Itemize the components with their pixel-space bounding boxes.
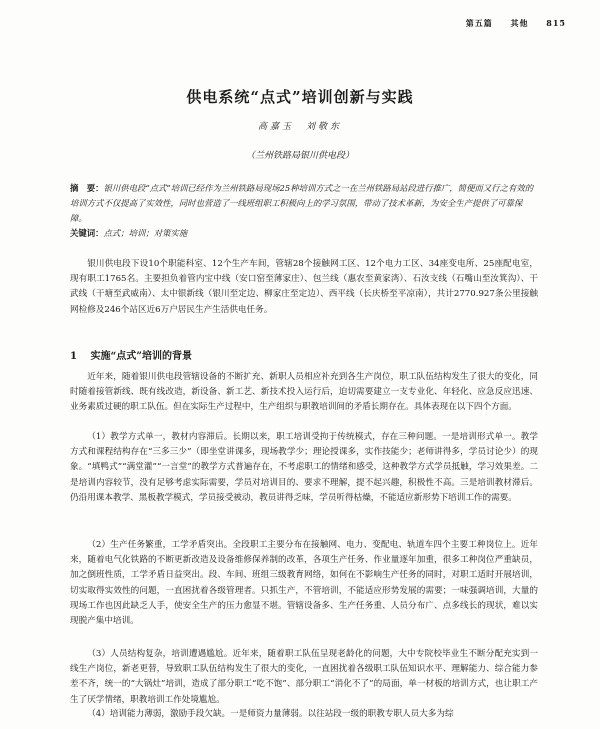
body-paragraph-1: 近年来，随着银川供电段管辖设备的不断扩充、新职人员相应补充到各生产岗位，职工队伍结构发生了很大的变化，同时随着接管新线、既有线改造，新设备、新工艺、新技术投入运行后，迫切需要建立一支专业化、年轻化、应急反应迅速、业务素质过硬的职工队伍。但在实际生产过程中，生产组织与职教培训间的矛盾长期存在。具体表现在以下四个方面。 — [70, 372, 538, 413]
page-number: 815 — [546, 18, 566, 28]
abstract — [70, 181, 538, 226]
article-title: 供电系统“点式”培训创新与实践 — [186, 88, 414, 106]
body-paragraph-5: （4）培训能力薄弱，激励手段欠缺。一是师资力量薄弱。以往站段一级的职教专职人员大多为综 — [87, 709, 454, 719]
section-title: 实施“点式”培训的背景 — [90, 351, 192, 362]
abstract-text: 银川供电段“点式”培训已经作为兰州铁路局现场25种培训方式之一在兰州铁路局站段进行推广，简便而又行之有效的培训方式不仅提高了实效性，同时也营造了一线班组职工积极向上的学习氛围，带动了技术革新，为安全生产提供了可靠保障。 — [70, 183, 534, 223]
keywords-label: 关键词： — [70, 228, 104, 238]
keywords-text: 点式；培训；对策实施 — [103, 228, 188, 238]
keywords — [70, 227, 538, 239]
header-chapter: 第五篇 — [465, 18, 493, 28]
intro-paragraph: 银川供电段下设10个职能科室、12个生产车间，管辖28个接触网工区、12个电力工区、34座变电所、25座配电室，现有职工1765名。主要担负着管内宝中线（安口窑至薄家庄）、包兰线（惠农至黄家湾）、石汝支线（石嘴山至汝箕沟）、干武线（干塘至武威南）、太中银新线（银川至定边、柳家庄至定边）、西平线（长庆桥至平凉南），共计2770.927条公里接触网检修及246个站区近6万户居民生产生活供电任务。 — [70, 259, 538, 315]
article-authors: 高嘉玉 刘敬东 — [257, 122, 342, 132]
body-paragraph-4: （3）人员结构复杂，培训遭遇尴尬。近年来，随着职工队伍呈现老龄化的问题，大中专院校毕业生不断分配充实到一线生产岗位，新老更替，导致职工队伍结构发生了很大的变化，一直困扰着各级职工队伍知识水平、理解能力、综合能力参差不齐，统一的“大锅灶”培训，造成了部分职工“吃不饱”、部分职工“消化不了”的局面，单一材板的培训方式，也让职工产生了厌学情绪，职教培训工作处境尴尬。 — [70, 649, 538, 705]
running-header — [452, 18, 566, 29]
article-affiliation: （兰州铁路局银川供电段） — [245, 151, 354, 161]
abstract-label: 摘 要： — [70, 183, 104, 193]
header-section: 其他 — [510, 18, 529, 28]
body-paragraph-3: （2）生产任务繁重，工学矛盾突出。全段职工主要分布在接触网、电力、变配电、轨道车四个主要工种岗位上。近年来，随着电气化铁路的不断更新改造及设备维修保养制的改革，各项生产任务、作业量逐年加重，很多工种岗位严重缺员，加之倒班性质，工学矛盾日益突出。段、车间、班组三级教育网络，如何在不影响生产任务的同时，对职工适时开展培训，切实取得实效性的问题，一直困扰着各级管理者。只抓生产，不管培训，不能适应形势发展的需要；一味强调培训，大量的现场工作也因此缺乏人手，使安全生产的压力愈显不堪。管辖设备多、生产任务重、人员分布广、点多线长的现状，难以实现脱产集中培训。 — [70, 540, 538, 627]
body-paragraph-2: （1）教学方式单一，教材内容滞后。长期以来，职工培训受拘于传统模式，存在三种问题。一是培训形式单一。教学方式和课程结构存在“三多三少”（即坐堂讲课多，现场教学少；理论授课多，实作技能少；老师讲得多，学员讨论少）的现象。“填鸭式”“满堂灌”“一言堂”的教学方式普遍存在，不考虑职工的情绪和感受，这种教学方式学员抵触，学习效果差。二是培训内容较节，没有足够考虑实际需要，学员对培训目的、要求不理解，提不起兴趣，积极性不高。三是培训教材滞后。仍沿用课本教学、黑板教学模式，学员接受被动，教员讲得乏味，学员听得枯燥，不能适应新形势下培训工作的需要。 — [70, 432, 538, 503]
section-heading — [70, 347, 192, 362]
section-number: 1 — [70, 351, 77, 362]
